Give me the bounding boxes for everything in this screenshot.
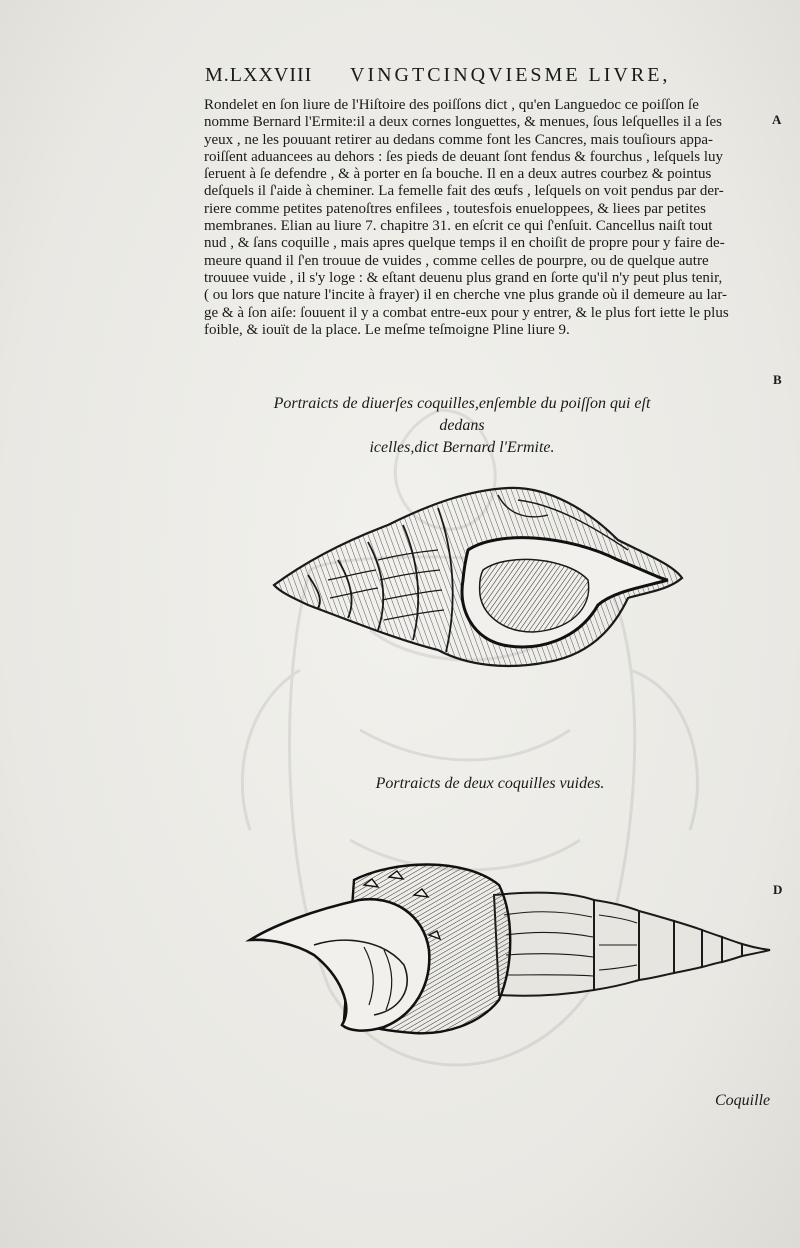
- body-line: Rondelet en ſon liure de l'Hiſtoire des poiſſons dict , qu'en Languedoc ce poiſſon ſe: [204, 97, 699, 113]
- body-line: meure quand il ſ'en trouue de vuides , comme celles de pourpre, ou de quelque autre: [204, 252, 709, 269]
- body-line: foible, & iouït de la place. Le meſme teſmoigne Pline liure 9.: [204, 321, 570, 338]
- margin-letter-a: A: [772, 112, 782, 127]
- body-line: deſquels il ſ'aide à cheminer. La femelle fait des œufs , leſquels on voit pendus par der-: [204, 183, 724, 200]
- margin-letter-b: B: [773, 372, 782, 387]
- caption-line-1: Portraicts de diuerſes coquilles,enſemble du poiſſon qui eſt dedans: [273, 395, 651, 434]
- running-head: VINGTCINQVIESME LIVRE,: [350, 64, 671, 86]
- body-line: roiſſent aduancees au dehors : ſes pieds de deuant ſont fendus & fourchus , leſquels luy: [204, 148, 724, 165]
- margin-letter-d: D: [773, 882, 783, 897]
- body-line: riere comme petites patenoſtres enfilees , toutesfois enueloppees, & liees par petites: [204, 200, 706, 217]
- body-paragraph: [204, 97, 764, 339]
- shell-illustration-hermit-crab: [268, 480, 688, 680]
- caption-line-2: icelles,dict Bernard l'Ermite.: [369, 439, 555, 456]
- figure-caption-2: Portraicts de deux coquilles vuides.: [375, 775, 605, 792]
- body-line: ſeruent à ſe defendre , & à porter en ſa bouche. Il en a deux autres courbez & pointus: [204, 166, 712, 183]
- body-line: trouuee vuide , il s'y loge : & eſtant deuenu plus grand en ſorte qu'il n'y peut plus tenir,: [204, 269, 723, 286]
- body-line: nud , & ſans coquille , mais apres quelque temps il en choiſit de propre pour y faire de-: [204, 235, 725, 252]
- body-line: ge & à ſon aiſe: ſouuent il y a combat entre-eux pour y entrer, & le plus fort iette le plus: [204, 304, 729, 321]
- catchword: Coquille: [715, 1092, 771, 1109]
- body-line: ( ou lors que nature l'incite à frayer) il en cherche vne plus grande où il demeure au lar-: [204, 287, 728, 304]
- body-line: membranes. Elian au liure 7. chapitre 31. en eſcrit ce qui ſ'enſuit. Cancellus naiſt tout: [204, 218, 713, 235]
- shell-illustration-empty-shells: [244, 855, 774, 1045]
- figure-caption-1: [262, 393, 662, 459]
- body-line: nomme Bernard l'Ermite:il a deux cornes longuettes, & menues, ſous leſquelles il a ſes: [204, 114, 722, 131]
- body-line: yeux , ne les pouuant retirer au dedans comme font les Cancres, mais touſiours appa-: [204, 131, 714, 148]
- folio: M.LXXVIII: [205, 64, 313, 86]
